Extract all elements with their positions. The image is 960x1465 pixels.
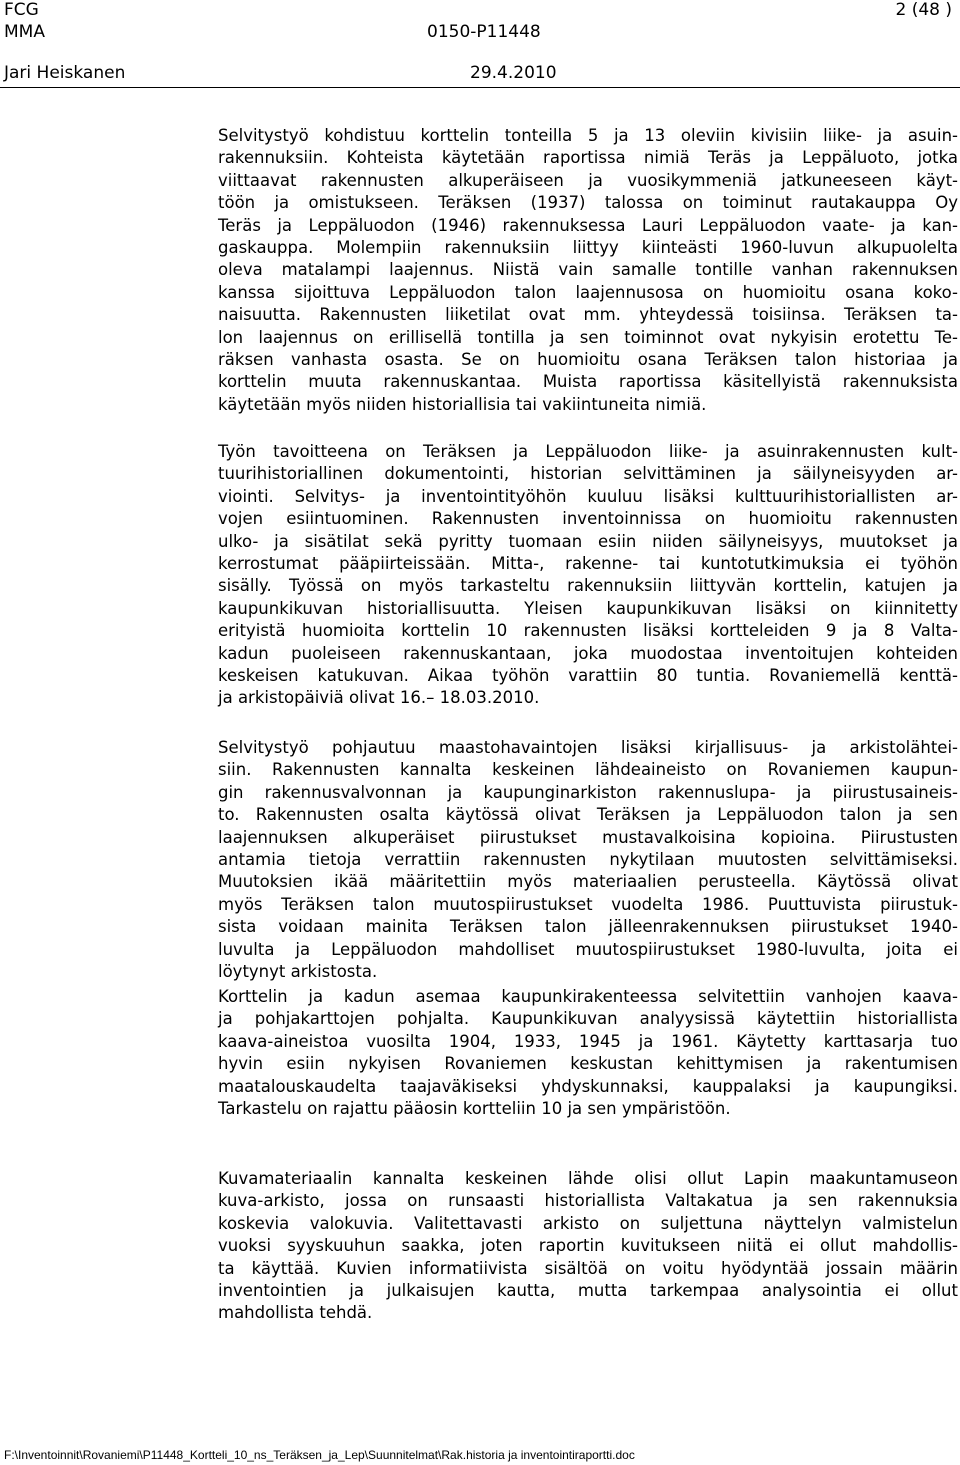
text-line: ja arkistopäiviä olivat 16.– 18.03.2010. bbox=[218, 688, 540, 708]
text-line: rakennuksiin. Kohteista käytetään raportissa nimiä Teräs ja Leppäluoto, jotka bbox=[218, 148, 958, 168]
text-line: viointi. Selvitys- ja inventointityöhön kuuluu lisäksi kulttuurihistoriallisten ar- bbox=[218, 486, 958, 506]
text-line: antamia tietoja verrattiin rakennusten nykytilaan muutosten selvittämiseksi. bbox=[218, 850, 958, 870]
text-line: gin rakennusvalvonnan ja kaupunginarkiston rakennuslupa- ja piirustusaineis- bbox=[218, 782, 958, 802]
text-line: to. Rakennusten osalta käytössä olivat Teräksen ja Leppäluodon talon ja sen bbox=[218, 805, 958, 825]
text-line: Muutoksien ikää määritettiin myös materiaalien perusteella. Käytössä olivat bbox=[218, 872, 958, 892]
text-line: laajennuksen alkuperäiset piirustukset mustavalkoisina kopioina. Piirustusten bbox=[218, 827, 958, 847]
text-line: kanssa sijoittuva Leppäluodon talon laajennusosa on huomioitu osana koko- bbox=[218, 282, 958, 302]
text-line: tuurihistoriallinen dokumentointi, historian selvittäminen ja säilyneisyyden ar- bbox=[218, 464, 958, 484]
text-line: viittaavat rakennusten alkuperäiseen ja vuosikymmeniä jatkuneeseen käyt- bbox=[218, 170, 958, 190]
paragraph-sources bbox=[218, 737, 958, 983]
text-line: kaava-aineistoa vuosilta 1904, 1933, 1945 ja 1961. Käytetty karttasarja tuo bbox=[218, 1031, 958, 1051]
text-line: lon laajennus on erillisellä tontilla ja sen toiminnot ovat nykyisin erotettu Te- bbox=[218, 327, 958, 347]
paragraph-objectives bbox=[218, 441, 958, 710]
text-line: naisuutta. Rakennusten liiketilat ovat mm. yhteydessä toisiinsa. Teräksen ta- bbox=[218, 305, 958, 325]
text-line: sista voidaan mainita Teräksen talon jälleenrakennuksen piirustukset 1940- bbox=[218, 917, 958, 937]
text-line: ja pohjakarttojen pohjalta. Kaupunkikuvan analyysissä käytettiin historiallista bbox=[218, 1009, 958, 1029]
file-path-footer: F:\Inventoinnit\Rovaniemi\P11448_Kortteli_10_ns_Teräksen_ja_Lep\Suunnitelmat\Rak.historia ja inventointiraportti.doc bbox=[4, 1448, 635, 1462]
text-line: vuoksi syyskuuhun saakka, joten raportin kuvitukseen niitä ei ollut mahdollis- bbox=[218, 1236, 958, 1256]
text-line: löytynyt arkistosta. bbox=[218, 962, 378, 982]
paragraph-images bbox=[218, 1168, 958, 1325]
text-line: Selvitystyö kohdistuu korttelin tonteilla 5 ja 13 oleviin kivisiin liike- ja asuin- bbox=[218, 126, 958, 145]
text-line: erityistä huomioita korttelin 10 rakennusten lisäksi kortteleiden 9 ja 8 Valta- bbox=[218, 621, 958, 641]
text-line: gaskauppa. Molempiin rakennuksiin liittyy kiinteästi 1960-luvun alkupuolelta bbox=[218, 238, 958, 258]
text-line: keskeisen katukuvan. Aikaa työhön varattiin 80 tuntia. Rovaniemellä kenttä- bbox=[218, 666, 958, 686]
text-line: koskevia valokuvia. Valitettavasti arkisto on suljettuna näyttelyn valmistelun bbox=[218, 1213, 958, 1233]
project-number: 0150-P11448 bbox=[427, 22, 541, 42]
paragraph-maps bbox=[218, 986, 958, 1120]
document-body bbox=[218, 0, 958, 1440]
text-line: Tarkastelu on rajattu pääosin kortteliin 10 ja sen ympäristöön. bbox=[218, 1099, 731, 1119]
text-line: maatalouskaudelta taajaväkiseksi yhdyskunnaksi, kauppalaksi ja kaupungiksi. bbox=[218, 1076, 958, 1096]
text-line: Kuvamateriaalin kannalta keskeinen lähde olisi ollut Lapin maakuntamuseon bbox=[218, 1169, 958, 1188]
text-line: kuva-arkisto, jossa on runsaasti historiallista Valtakatua ja sen rakennuksia bbox=[218, 1191, 958, 1211]
text-line: korttelin muuta rakennuskantaa. Muista raportissa käsitellyistä rakennuksista bbox=[218, 372, 958, 392]
paragraph-scope bbox=[218, 125, 958, 416]
text-line: töön ja omistukseen. Teräksen (1937) talossa on toiminut rautakauppa Oy bbox=[218, 193, 958, 213]
text-line: oleva matalampi laajennus. Niistä vain samalle tontille vanhan rakennuksen bbox=[218, 260, 958, 280]
text-line: kerrostumat pääpiirteissään. Mitta-, rakenne- tai kuntotutkimuksia ei työhön bbox=[218, 554, 958, 574]
text-line: myös Teräksen talon muutospiirustukset vuodelta 1986. Puuttuvista piirustuk- bbox=[218, 894, 958, 914]
department-name: MMA bbox=[4, 22, 45, 42]
text-line: Selvitystyö pohjautuu maastohavaintojen lisäksi kirjallisuus- ja arkistolähtei- bbox=[218, 738, 958, 757]
text-line: Korttelin ja kadun asemaa kaupunkirakenteessa selvitettiin vanhojen kaava- bbox=[218, 987, 958, 1006]
text-line: ulko- ja sisätilat sekä pyritty tuomaan esiin niiden säilyneisyys, muutokset ja bbox=[218, 531, 958, 551]
text-line: hyvin esiin nykyisen Rovaniemen keskustan kehittymisen ja rakentumisen bbox=[218, 1054, 958, 1074]
text-line: kadun puoleiseen rakennuskantaan, joka muodostaa inventoitujen kohteiden bbox=[218, 643, 958, 663]
text-line: ta käyttää. Kuvien informatiivista sisältöä on voitu hyödyntää jossain määrin bbox=[218, 1258, 958, 1278]
author-name: Jari Heiskanen bbox=[4, 63, 126, 83]
document-date: 29.4.2010 bbox=[470, 63, 557, 83]
text-line: kaupunkikuvan historiallisuutta. Yleisen kaupunkikuvan lisäksi on kiinnitetty bbox=[218, 598, 958, 618]
page-number: 2 (48 ) bbox=[895, 0, 952, 20]
text-line: vojen esiintuominen. Rakennusten inventoinnissa on huomioitu rakennusten bbox=[218, 509, 958, 529]
text-line: inventointien ja julkaisujen kautta, mutta tarkempaa analysointia ei ollut bbox=[218, 1281, 958, 1301]
text-line: Teräs ja Leppäluodon (1946) rakennuksessa Lauri Leppäluodon vaate- ja kan- bbox=[218, 215, 958, 235]
text-line: Työn tavoitteena on Teräksen ja Leppäluodon liike- ja asuinrakennusten kult- bbox=[218, 442, 958, 461]
text-line: sisälly. Työssä on myös tarkasteltu rakennuksiin liittyvän korttelin, katujen ja bbox=[218, 576, 958, 596]
text-line: räksen vanhasta osasta. Se on huomioitu osana Teräksen talon historiaa ja bbox=[218, 350, 958, 370]
company-name: FCG bbox=[4, 0, 39, 20]
text-line: mahdollista tehdä. bbox=[218, 1303, 373, 1323]
text-line: käytetään myös niiden historiallisia tai vakiintuneita nimiä. bbox=[218, 394, 707, 414]
text-line: siin. Rakennusten kannalta keskeinen lähdeaineisto on Rovaniemen kaupun- bbox=[218, 760, 958, 780]
text-line: luvulta ja Leppäluodon mahdolliset muutospiirustukset 1980-luvulta, joita ei bbox=[218, 939, 958, 959]
